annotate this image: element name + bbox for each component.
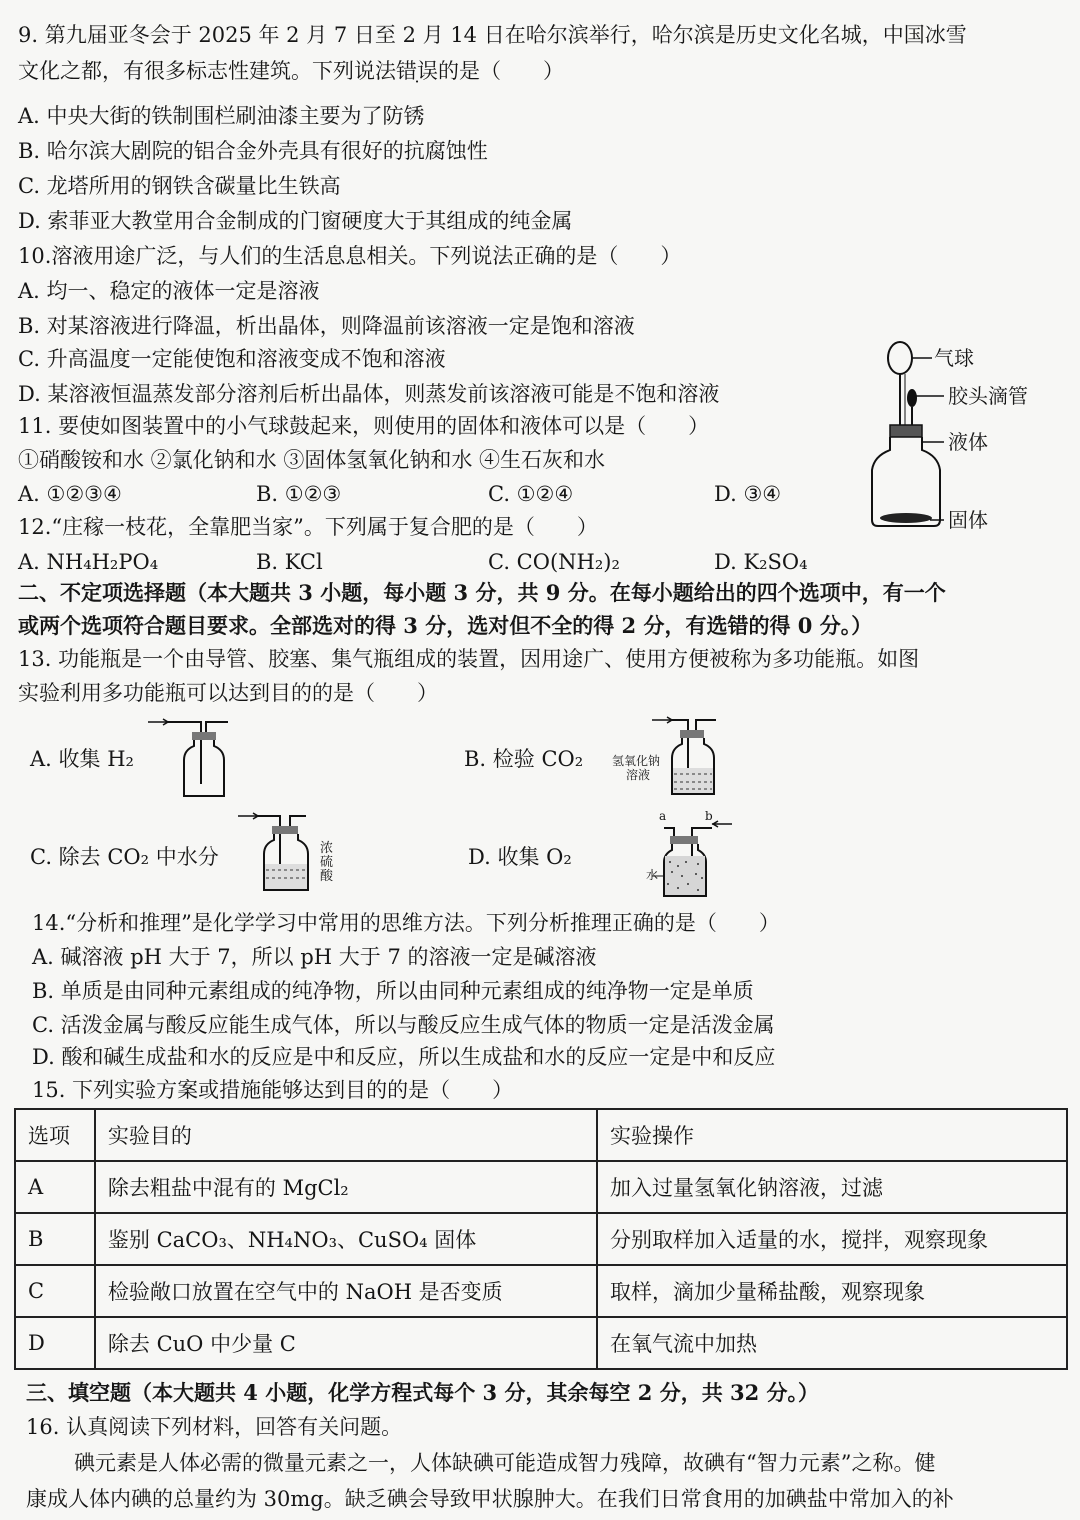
label-dropper: 胶头滴管 — [948, 384, 1028, 408]
q14-option-a: A. 碱溶液 pH 大于 7，所以 pH 大于 7 的溶液一定是碱溶液 — [32, 945, 597, 969]
q13-option-a: A. 收集 H₂ — [30, 747, 134, 771]
label-conc-sulfuric-acid: 浓硫酸 — [320, 841, 334, 884]
table-cell: 加入过量氢氧化钠溶液，过滤 — [597, 1161, 1067, 1213]
q14-option-d: D. 酸和碱生成盐和水的反应是中和反应，所以生成盐和水的反应一定是中和反应 — [32, 1045, 776, 1069]
q9-stem-line2 — [18, 58, 564, 84]
label-solution: 溶液 — [626, 768, 651, 782]
q10-option-a: A. 均一、稳定的液体一定是溶液 — [18, 279, 320, 303]
q14-option-c: C. 活泼金属与酸反应能生成气体，所以与酸反应生成气体的物质一定是活泼金属 — [32, 1013, 775, 1037]
table-row — [15, 1265, 1067, 1317]
q13-option-d: D. 收集 O₂ — [468, 845, 572, 869]
q9-stem-line1: 9. 第九届亚冬会于 2025 年 2 月 7 日至 2 月 14 日在哈尔滨举行，哈尔滨是历史文化名城，中国冰雪 — [18, 23, 967, 47]
table-header-cell: 实验操作 — [597, 1109, 1067, 1161]
q12-option-c: C. CO(NH₂)₂ — [488, 550, 620, 574]
table-row — [15, 1317, 1067, 1369]
q10-option-b: B. 对某溶液进行降温，析出晶体，则降温前该溶液一定是饱和溶液 — [18, 314, 635, 338]
bottle-b-figure — [652, 712, 742, 802]
table-header-row — [15, 1109, 1067, 1161]
q15-stem: 15. 下列实验方案或措施能够达到目的的是（ ） — [32, 1078, 514, 1102]
q12-stem: 12.“庄稼一枝花，全靠肥当家”。下列属于复合肥的是（ ） — [18, 515, 598, 539]
q16-paragraph-line1: 碘元素是人体必需的微量元素之一，人体缺碘可能造成智力残障，故碘有“智力元素”之称。健 — [74, 1451, 936, 1475]
q14-stem: 14.“分析和推理”是化学学习中常用的思维方法。下列分析推理正确的是（ ） — [32, 911, 780, 935]
label-water: 水 — [646, 868, 659, 882]
q11-option-b: B. ①②③ — [256, 482, 342, 506]
q11-option-d: D. ③④ — [714, 482, 782, 506]
table-cell: 在氧气流中加热 — [597, 1317, 1067, 1369]
table-cell: 分别取样加入适量的水，搅拌，观察现象 — [597, 1213, 1067, 1265]
table-cell: A — [15, 1161, 95, 1213]
q16-stem: 16. 认真阅读下列材料，回答有关问题。 — [26, 1415, 403, 1439]
label-port-b: b — [705, 809, 713, 823]
table-cell: 除去粗盐中混有的 MgCl₂ — [95, 1161, 597, 1213]
bottle-d-figure — [652, 809, 742, 902]
section2-heading-line1: 二、不定项选择题（本大题共 3 小题，每小题 3 分，共 9 分。在每小题给出的四个选项中，有一个 — [18, 580, 946, 605]
label-liquid: 液体 — [948, 430, 988, 454]
q12-option-a: A. NH₄H₂PO₄ — [18, 550, 159, 574]
q14-option-b: B. 单质是由同种元素组成的纯净物，所以由同种元素组成的纯净物一定是单质 — [32, 979, 754, 1003]
table-header-cell: 选项 — [15, 1109, 95, 1161]
section2-heading-line2: 或两个选项符合题目要求。全部选对的得 3 分，选对但不全的得 2 分，有选错的得 0 分。） — [18, 613, 873, 638]
table-row — [15, 1213, 1067, 1265]
q11-option-a: A. ①②③④ — [18, 482, 122, 506]
q13-option-c: C. 除去 CO₂ 中水分 — [30, 845, 219, 869]
table-cell: 鉴别 CaCO₃、NH₄NO₃、CuSO₄ 固体 — [95, 1213, 597, 1265]
label-solid: 固体 — [948, 508, 988, 532]
label-balloon: 气球 — [934, 346, 974, 370]
bottle-a-figure — [148, 712, 238, 802]
q9-option-a: A. 中央大街的铁制围栏刷油漆主要为了防锈 — [18, 104, 425, 128]
label-port-a: a — [659, 809, 667, 823]
q15-table — [14, 1108, 1068, 1370]
q9-emphasis: 错误 — [396, 59, 438, 83]
q9-option-b: B. 哈尔滨大剧院的铝合金外壳具有很好的抗腐蚀性 — [18, 139, 488, 163]
table-cell: C — [15, 1265, 95, 1317]
q12-option-d: D. K₂SO₄ — [714, 550, 808, 574]
q10-option-d: D. 某溶液恒温蒸发部分溶剂后析出晶体，则蒸发前该溶液可能是不饱和溶液 — [18, 382, 720, 406]
label-naoh-solution: 氢氧化钠 — [612, 754, 661, 768]
q9-option-d: D. 索菲亚大教堂用合金制成的门窗硬度大于其组成的纯金属 — [18, 209, 573, 233]
table-header-cell: 实验目的 — [95, 1109, 597, 1161]
q9-stem-part: 文化之都，有很多标志性建筑。下列说法 — [18, 59, 396, 83]
table-cell: 检验敞口放置在空气中的 NaOH 是否变质 — [95, 1265, 597, 1317]
q9-stem-part: 的是（ ） — [438, 59, 564, 83]
q12-option-b: B. KCl — [256, 550, 323, 574]
q16-paragraph-line2: 康成人体内碘的总量约为 30mg。缺乏碘会导致甲状腺肿大。在我们日常食用的加碘盐中常加入的补 — [26, 1487, 954, 1511]
table-row — [15, 1161, 1067, 1213]
q13-option-b: B. 检验 CO₂ — [464, 747, 584, 771]
q10-stem: 10.溶液用途广泛，与人们的生活息息相关。下列说法正确的是（ ） — [18, 244, 682, 268]
table-cell: 除去 CuO 中少量 C — [95, 1317, 597, 1369]
q13-stem-line2: 实验利用多功能瓶可以达到目的的是（ ） — [18, 681, 438, 705]
table-cell: D — [15, 1317, 95, 1369]
q13-stem-line1: 13. 功能瓶是一个由导管、胶塞、集气瓶组成的装置，因用途广、使用方便被称为多功能瓶。如图 — [18, 647, 920, 671]
bottle-c-figure — [238, 806, 328, 896]
section3-heading: 三、填空题（本大题共 4 小题，化学方程式每个 3 分，其余每空 2 分，共 32 分。） — [26, 1380, 820, 1405]
q11-stem: 11. 要使如图装置中的小气球鼓起来，则使用的固体和液体可以是（ ） — [18, 414, 710, 438]
q11-option-c: C. ①②④ — [488, 482, 574, 506]
table-cell: B — [15, 1213, 95, 1265]
table-cell: 取样，滴加少量稀盐酸，观察现象 — [597, 1265, 1067, 1317]
q11-items: ①硝酸铵和水 ②氯化钠和水 ③固体氢氧化钠和水 ④生石灰和水 — [18, 448, 606, 472]
q9-option-c: C. 龙塔所用的钢铁含碳量比生铁高 — [18, 174, 341, 198]
q10-option-c: C. 升高温度一定能使饱和溶液变成不饱和溶液 — [18, 347, 446, 371]
